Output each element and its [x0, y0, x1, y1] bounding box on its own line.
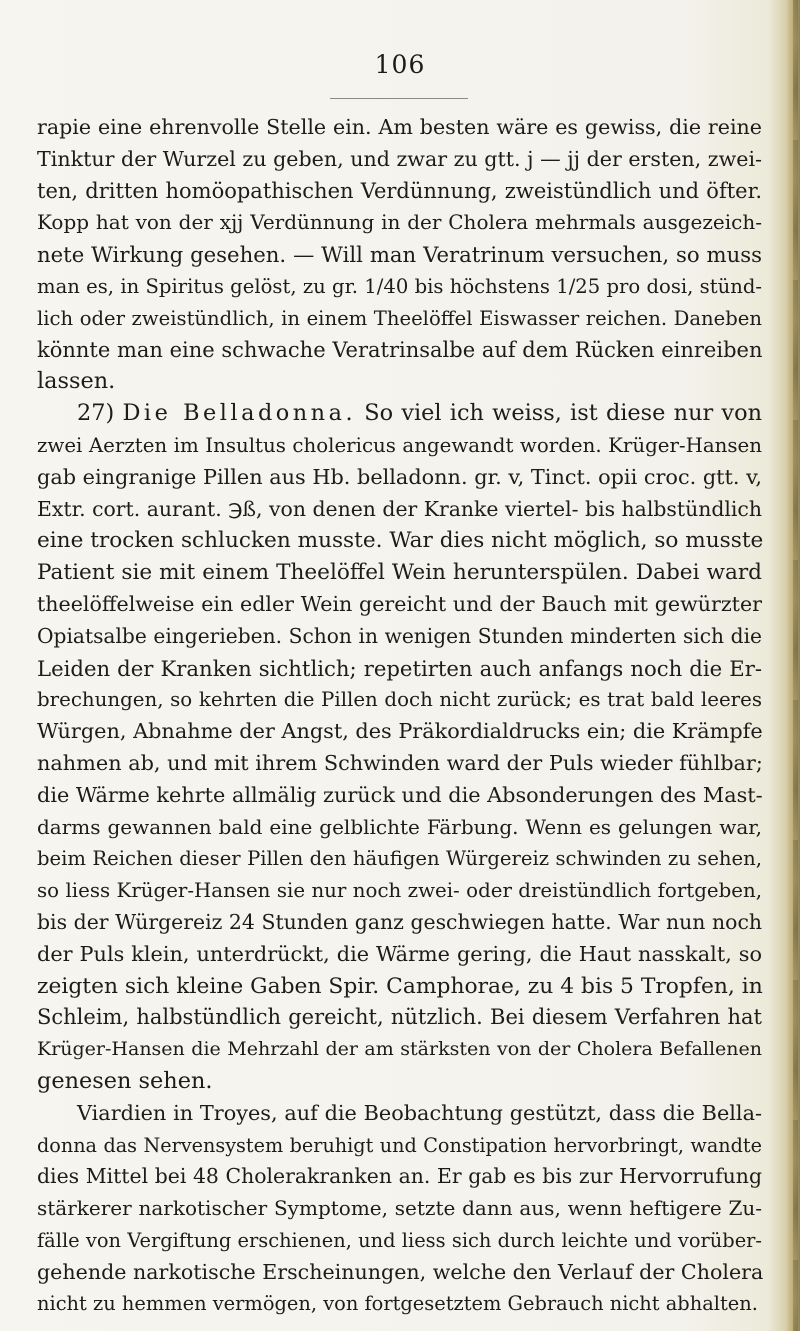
text-line: gehende narkotische Erscheinungen, welche den Verlauf der Cholera — [37, 1259, 764, 1284]
text-line: der Puls klein, unterdrückt, die Wärme gering, die Haut nasskalt, so — [37, 941, 762, 966]
body-text — [37, 112, 762, 1320]
text-line: nicht zu hemmen vermögen, von fortgesetztem Gebrauch nicht abhalten. — [37, 1292, 758, 1316]
text-line: man es, in Spiritus gelöst, zu gr. 1/40 bis höchstens 1/25 pro dosi, stünd- — [37, 274, 762, 298]
section-first-line-rest: So viel ich weiss, ist diese nur von — [364, 400, 762, 427]
text-line: so liess Krüger-Hansen sie nur noch zwei- oder dreistündlich fortgeben, — [37, 879, 762, 903]
text-line: nete Wirkung gesehen. — Will man Veratrinum versuchen, so muss — [37, 242, 762, 268]
text-line: lich oder zweistündlich, in einem Theelöffel Eiswasser reichen. Daneben — [37, 306, 762, 330]
text-line: eine trocken schlucken musste. War dies nicht möglich, so musste — [37, 528, 764, 554]
text-line: Tinktur der Wurzel zu geben, und zwar zu gtt. j — jj der ersten, zwei- — [37, 146, 762, 171]
header-rule — [330, 98, 468, 99]
text-line: brechungen, so kehrten die Pillen doch nicht zurück; es trat bald leeres — [37, 688, 762, 712]
text-line: Extr. cort. aurant. ℈ß, von denen der Kranke viertel- bis halbstündlich — [37, 496, 762, 521]
text-line: genesen sehen. — [37, 1067, 213, 1094]
text-line: Leiden der Kranken sichtlich; repetirten auch anfangs noch die Er- — [37, 655, 762, 681]
page-number: 106 — [374, 50, 426, 79]
text-line: stärkerer narkotischer Symptome, setzte dann aus, wenn heftigere Zu- — [37, 1196, 762, 1221]
text-line: darms gewannen bald eine gelblichte Färbung. Wenn es gelungen war, — [37, 814, 762, 839]
text-line: Würgen, Abnahme der Angst, des Präkordialdrucks ein; die Krämpfe — [37, 719, 763, 744]
section-number: 27) — [77, 400, 115, 427]
text-line: Viardien in Troyes, auf die Beobachtung gestützt, dass die Bella- — [77, 1100, 762, 1125]
text-line: beim Reichen dieser Pillen den häufigen Würgereiz schwinden zu sehen, — [37, 847, 762, 871]
text-line: die Wärme kehrte allmälig zurück und die Absonderungen des Mast- — [37, 782, 763, 807]
section-title: Die Belladonna. — [122, 400, 357, 427]
text-line: Opiatsalbe eingerieben. Schon in wenigen Stunden minderten sich die — [37, 623, 762, 648]
text-line: lassen. — [37, 368, 116, 395]
page-edge-binding — [793, 0, 798, 1331]
text-line: Schleim, halbstündlich gereicht, nützlich. Bei diesem Verfahren hat — [37, 1005, 762, 1030]
text-line: gab eingranige Pillen aus Hb. belladonn. gr. v, Tinct. opii croc. gtt. v, — [37, 464, 762, 489]
text-line: zeigten sich kleine Gaben Spir. Camphorae, zu 4 bis 5 Tropfen, in — [37, 973, 763, 999]
text-line: ten, dritten homöopathischen Verdünnung, zweistündlich und öfter. — [37, 178, 762, 203]
text-line: dies Mittel bei 48 Cholerakranken an. Er gab es bis zur Hervorrufung — [37, 1164, 762, 1189]
text-line: könnte man eine schwache Veratrinsalbe auf dem Rücken einreiben — [37, 337, 763, 362]
text-line: rapie eine ehrenvolle Stelle ein. Am besten wäre es gewiss, die reine — [37, 115, 762, 139]
text-line: Kopp hat von der xjj Verdünnung in der Cholera mehrmals ausgezeich- — [37, 210, 762, 235]
text-line: theelöffelweise ein edler Wein gereicht und der Bauch mit gewürzter — [37, 591, 762, 616]
section-heading-line — [37, 398, 762, 430]
text-line: bis der Würgereiz 24 Stunden ganz geschwiegen hatte. War nun noch — [37, 909, 762, 934]
text-line: Krüger-Hansen die Mehrzahl der am stärksten von der Cholera Befallenen — [37, 1038, 762, 1061]
text-line: donna das Nervensystem beruhigt und Constipation hervorbringt, wandte — [37, 1133, 762, 1157]
text-line: zwei Aerzten im Insultus cholericus angewandt worden. Krüger-Hansen — [37, 433, 762, 457]
text-line: Patient sie mit einem Theelöffel Wein herunterspülen. Dabei ward — [37, 560, 762, 586]
text-line: nahmen ab, und mit ihrem Schwinden ward der Puls wieder fühlbar; — [37, 750, 763, 775]
text-line: fälle von Vergiftung erschienen, und liess sich durch leichte und vorüber- — [37, 1228, 762, 1252]
